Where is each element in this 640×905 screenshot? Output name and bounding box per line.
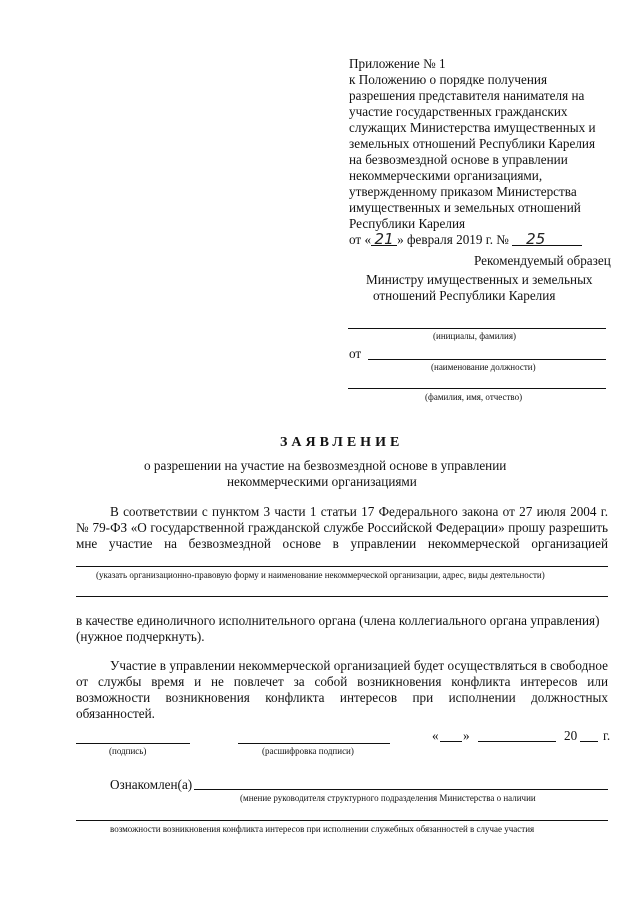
acquainted-line[interactable] <box>194 789 608 790</box>
fullname-line[interactable] <box>348 388 606 389</box>
para3-line-1: Участие в управлении некоммерческой организацией будет осуществляться в свободное <box>110 658 608 673</box>
appendix-line: земельных отношений Республики Карелия <box>349 136 596 151</box>
sign-date-close: » <box>463 728 470 743</box>
appendix-line: Приложение № 1 <box>349 56 446 71</box>
acquainted-line-2[interactable] <box>76 820 608 821</box>
appendix-line: имущественных и земельных отношений <box>349 200 581 215</box>
caption-position: (наименование должности) <box>431 362 536 372</box>
appendix-line: Республики Карелия <box>349 216 466 231</box>
caption-acquainted-1: (мнение руководителя структурного подразделения Министерства о наличии <box>240 793 536 803</box>
document-title: ЗАЯВЛЕНИЕ <box>280 435 404 450</box>
caption-signature: (подпись) <box>109 746 147 756</box>
para2-line-1: в качестве единоличного исполнительного органа (члена коллегиального органа управления) <box>76 613 600 628</box>
appendix-line: разрешения представителя нанимателя на <box>349 88 585 103</box>
caption-acquainted-2: возможности возникновения конфликта интересов при исполнении служебных обязанностей в случае участия <box>110 824 535 834</box>
appendix-line: утвержденному приказом Министерства <box>349 184 577 199</box>
para1-line-1: В соответствии с пунктом 3 части 1 статьи 17 Федерального закона от 27 июля 2004 г. <box>110 504 608 519</box>
appendix-line: некоммерческими организациями, <box>349 168 543 183</box>
sign-year-suffix: г. <box>603 728 611 743</box>
caption-decode: (расшифровка подписи) <box>262 746 354 756</box>
sign-date-open: « <box>432 728 439 743</box>
caption-organization: (указать организационно-правовую форму и наименование некоммерческой организации, адрес, виды деятельности) <box>96 570 545 580</box>
appendix-line: на безвозмездной основе в управлении <box>349 152 568 167</box>
date-prefix: от « <box>349 232 372 247</box>
sign-year-prefix: 20 <box>564 728 578 743</box>
caption-name: (фамилия, имя, отчество) <box>425 392 523 402</box>
acquainted-label: Ознакомлен(а) <box>110 777 193 792</box>
organization-line-2[interactable] <box>76 596 608 597</box>
subtitle-line-2: некоммерческими организациями <box>227 474 417 489</box>
para1-line-2: № 79-ФЗ «О государственной гражданской службе Российской Федерации» прошу разрешить <box>76 520 608 535</box>
appendix-line: служащих Министерства имущественных и <box>349 120 596 135</box>
sign-date-month-line[interactable] <box>478 741 556 742</box>
para1-line-3: мне участие на безвозмездной основе в управлении некоммерческой организацией <box>76 536 608 551</box>
subtitle-line-1: о разрешении на участие на безвозмездной основе в управлении <box>144 458 507 473</box>
caption-initials: (инициалы, фамилия) <box>433 331 516 341</box>
para3-line-4: обязанностей. <box>76 706 155 721</box>
addressee-line-2: отношений Республики Карелия <box>373 288 556 303</box>
appendix-line: к Положению о порядке получения <box>349 72 548 87</box>
sign-year-line[interactable] <box>580 741 598 742</box>
para3-line-2: от службы время и не повлечет за собой возникновения конфликта интересов или <box>76 674 608 689</box>
addressee-line-1: Министру имущественных и земельных <box>366 272 593 287</box>
date-mid: » февраля 2019 г. № <box>397 232 509 247</box>
para2-line-2: (нужное подчеркнуть). <box>76 629 205 644</box>
appendix-date <box>349 232 582 248</box>
signature-decode-line[interactable] <box>238 743 390 744</box>
para3-line-3: возможности возникновения конфликта интересов при исполнении должностных <box>76 690 608 705</box>
organization-line[interactable] <box>76 566 608 567</box>
position-line[interactable] <box>368 359 606 360</box>
sample-label: Рекомендуемый образец <box>474 253 611 268</box>
appendix-line: участие государственных гражданских <box>349 104 568 119</box>
order-number-handwritten: 25 <box>512 233 582 246</box>
date-day-handwritten: 21 <box>371 233 397 246</box>
signature-line[interactable] <box>76 743 190 744</box>
initials-line[interactable] <box>348 328 606 329</box>
from-label: от <box>349 346 362 361</box>
sign-date-day-line[interactable] <box>440 741 462 742</box>
